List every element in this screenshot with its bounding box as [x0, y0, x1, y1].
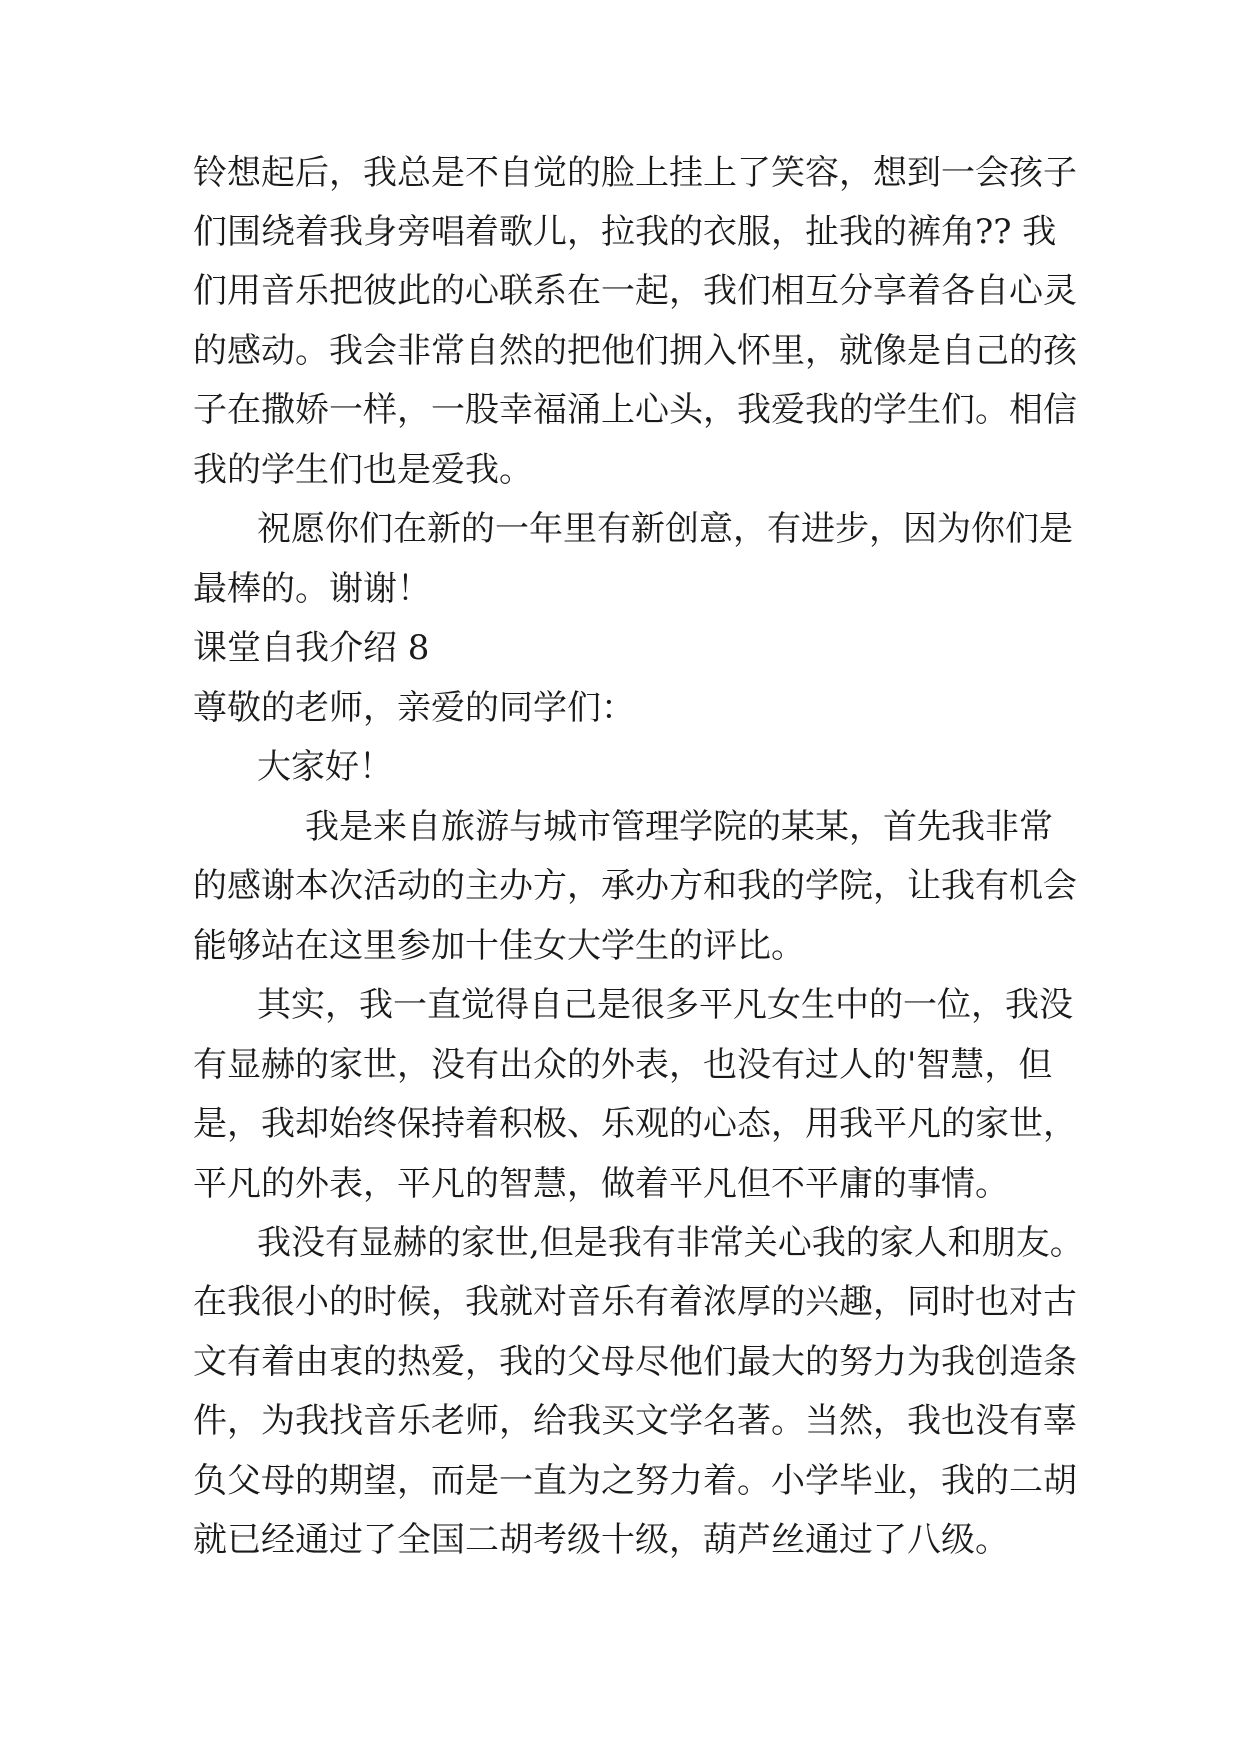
text-line: 在我很小的时候，我就对音乐有着浓厚的兴趣，同时也对古 [193, 1282, 1077, 1322]
text-line: 子在撒娇一样，一股幸福涌上心头，我爱我的学生们。相信 [193, 390, 1077, 430]
text-line: 们用音乐把彼此的心联系在一起，我们相互分享着各自心灵 [193, 271, 1077, 311]
salutation: 尊敬的老师，亲爱的同学们： [193, 688, 635, 728]
text-line: 文有着由衷的热爱，我的父母尽他们最大的努力为我创造条 [193, 1342, 1077, 1382]
text-line: 祝愿你们在新的一年里有新创意，有进步，因为你们是 [257, 509, 1073, 549]
text-line: 能够站在这里参加十佳女大学生的评比。 [193, 926, 805, 966]
text-line: 我没有显赫的家世,但是我有非常关心我的家人和朋友。 [257, 1223, 1084, 1263]
text-line: 铃想起后，我总是不自觉的脸上挂上了笑容，想到一会孩子 [193, 153, 1077, 193]
text-line: 最棒的。谢谢！ [193, 569, 431, 609]
text-line: 我的学生们也是爱我。 [193, 450, 533, 490]
text-line: 件，为我找音乐老师，给我买文学名著。当然，我也没有辜 [193, 1401, 1077, 1441]
text-line: 负父母的期望，而是一直为之努力着。小学毕业，我的二胡 [193, 1461, 1077, 1501]
text-line: 有显赫的家世，没有出众的外表，也没有过人的'智慧，但 [193, 1045, 1053, 1085]
text-line: 我是来自旅游与城市管理学院的某某，首先我非常 [305, 807, 1053, 847]
section-heading: 课堂自我介绍 8 [193, 628, 430, 668]
text-line: 是，我却始终保持着积极、乐观的心态，用我平凡的家世， [193, 1104, 1077, 1144]
text-line: 们围绕着我身旁唱着歌儿，拉我的衣服，扯我的裤角?? 我 [193, 212, 1057, 252]
text-line: 的感动。我会非常自然的把他们拥入怀里，就像是自己的孩 [193, 331, 1077, 371]
text-line: 的感谢本次活动的主办方，承办方和我的学院，让我有机会 [193, 866, 1077, 906]
text-line: 平凡的外表，平凡的智慧，做着平凡但不平庸的事情。 [193, 1164, 1009, 1204]
text-line: 就已经通过了全国二胡考级十级，葫芦丝通过了八级。 [193, 1520, 1009, 1560]
text-line: 其实，我一直觉得自己是很多平凡女生中的一位，我没 [257, 985, 1073, 1025]
greeting: 大家好！ [257, 747, 393, 787]
